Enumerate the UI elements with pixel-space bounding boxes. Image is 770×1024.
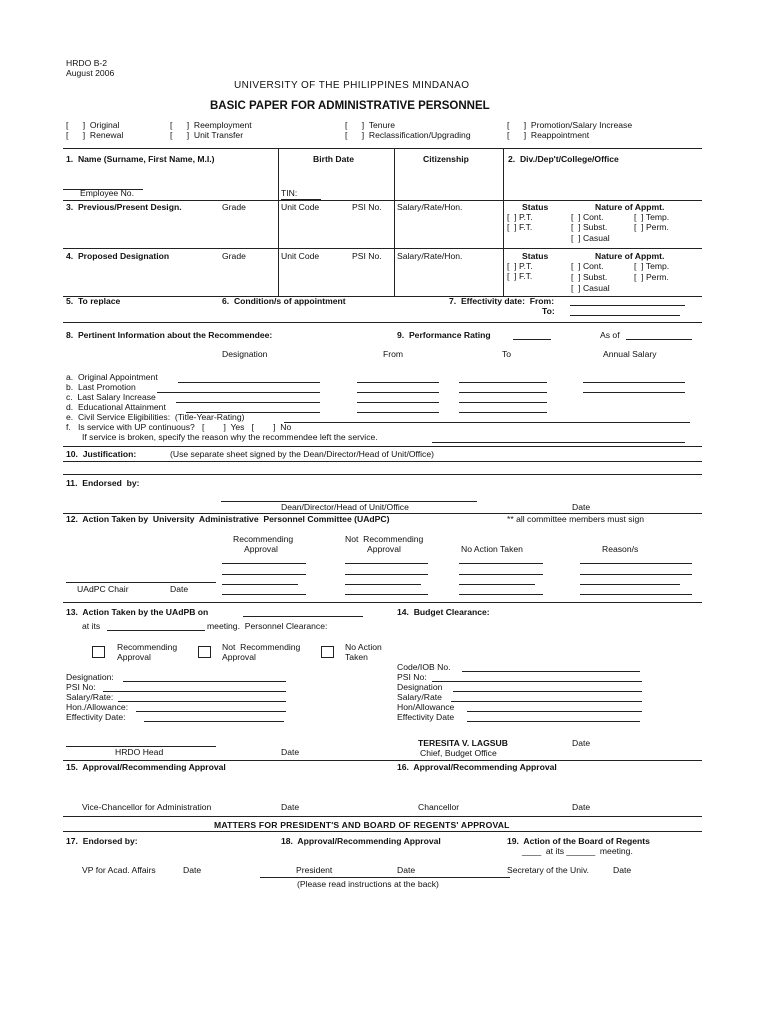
clearance-designation-field[interactable]: [123, 681, 286, 682]
effectivity-from-field[interactable]: [570, 305, 685, 306]
grade-label: Grade: [222, 202, 246, 212]
subst-checkbox[interactable]: [ ] Subst.: [571, 222, 608, 232]
uadpc-action-label: 12. Action Taken by University Administrative Personnel Committee (UAdPC): [66, 514, 390, 524]
code-iob-label: Code/IOB No.: [397, 662, 451, 672]
president-approval-label: 18. Approval/Recommending Approval: [281, 836, 441, 846]
tin-label: TIN:: [281, 188, 298, 198]
effectivity-to-label: To:: [542, 306, 555, 316]
employee-no-field[interactable]: [63, 189, 143, 190]
original-appointment-label: a. Original Appointment: [66, 372, 158, 382]
psi-no-label: PSI No.: [352, 202, 382, 212]
justification-note: (Use separate sheet signed by the Dean/Director/Head of Unit/Office): [170, 449, 434, 459]
divider: [63, 474, 702, 475]
reappointment-checkbox[interactable]: [ ] Reappointment: [507, 130, 590, 140]
cont-checkbox[interactable]: [ ] Cont.: [571, 261, 604, 271]
no-action-header: No Action Taken: [461, 544, 523, 554]
last-promotion-label: b. Last Promotion: [66, 382, 136, 392]
educational-from-field[interactable]: [357, 412, 439, 413]
uadpc-recommending-field[interactable]: [222, 594, 306, 595]
divider: [63, 602, 702, 603]
not-recommending-label: Not Recommending: [222, 642, 301, 652]
clearance-designation-label: Designation:: [66, 672, 114, 682]
no-action-checkbox[interactable]: [321, 646, 334, 658]
clearance-psi-label: PSI No:: [66, 682, 96, 692]
uadpc-reason-field[interactable]: [580, 563, 692, 564]
meeting-field[interactable]: [107, 630, 205, 631]
uadpc-not-recommending-field[interactable]: [345, 574, 428, 575]
endorsed-by-label: 11. Endorsed by:: [66, 478, 140, 488]
hrdo-head-label: HRDO Head: [115, 747, 164, 757]
service-broken-field[interactable]: [432, 442, 685, 443]
justification-label: 10. Justification:: [66, 449, 137, 459]
at-its-label: at its: [82, 621, 101, 631]
uadpc-date-label: Date: [170, 584, 189, 594]
subst-checkbox[interactable]: [ ] Subst.: [571, 272, 608, 282]
uadpb-date-field[interactable]: [243, 616, 363, 617]
vc-signer-label: Vice-Chancellor for Administration: [82, 802, 212, 812]
dean-date-label: Date: [572, 502, 591, 512]
last-promotion-to-field[interactable]: [459, 392, 547, 393]
budget-effectivity-field[interactable]: [467, 721, 640, 722]
temp-checkbox[interactable]: [ ] Temp.: [634, 212, 670, 222]
recommending-header: Recommending: [233, 534, 294, 544]
divider: [63, 248, 702, 249]
budget-officer-title: Chief, Budget Office: [420, 748, 497, 758]
secretary-signer-label: Secretary of the Univ.: [507, 865, 589, 875]
pt-checkbox[interactable]: [ ] P.T.: [507, 212, 533, 222]
original-appointment-salary-field[interactable]: [583, 382, 685, 383]
board-action-label: 19. Action of the Board of Regents: [507, 836, 650, 846]
matters-heading: MATTERS FOR PRESIDENT'S AND BOARD OF REGENTS' APPROVAL: [214, 820, 510, 830]
vp-date-label: Date: [183, 865, 202, 875]
reemployment-checkbox[interactable]: [ ] Reemployment: [170, 120, 252, 130]
cont-checkbox[interactable]: [ ] Cont.: [571, 212, 604, 222]
educational-attainment-label: d. Educational Attainment: [66, 402, 166, 412]
committee-note: ** all committee members must sign: [507, 514, 645, 524]
chancellor-approval-label: 16. Approval/Recommending Approval: [397, 762, 557, 772]
uadpc-no-action-field[interactable]: [459, 584, 535, 585]
president-date-label: Date: [397, 865, 416, 875]
psi-no-label: PSI No.: [352, 251, 382, 261]
to-header: To: [502, 349, 512, 359]
budget-hon-field[interactable]: [467, 711, 642, 712]
casual-checkbox[interactable]: [ ] Casual: [571, 233, 610, 243]
clearance-effectivity-label: Effectivity Date:: [66, 712, 126, 722]
last-promotion-from-field[interactable]: [357, 392, 439, 393]
pt-checkbox[interactable]: [ ] P.T.: [507, 261, 533, 271]
status-label: Status: [522, 202, 549, 212]
uadpc-recommending-field[interactable]: [222, 574, 306, 575]
conditions-label: 6. Condition/s of appointment: [222, 296, 346, 306]
temp-checkbox[interactable]: [ ] Temp.: [634, 261, 670, 271]
divider: [63, 148, 702, 149]
unit-code-label: Unit Code: [281, 202, 320, 212]
from-header: From: [383, 349, 404, 359]
vp-signer-label: VP for Acad. Affairs: [82, 865, 156, 875]
ft-checkbox[interactable]: [ ] F.T.: [507, 271, 533, 281]
status-label: Status: [522, 251, 549, 261]
service-broken-label: If service is broken, specify the reason why the recommendee left the service.: [82, 432, 378, 442]
casual-checkbox[interactable]: [ ] Casual: [571, 283, 610, 293]
educational-attainment-field[interactable]: [186, 412, 320, 413]
promotion-checkbox[interactable]: [ ] Promotion/Salary Increase: [507, 120, 633, 130]
endorsed-by-vp-label: 17. Endorsed by:: [66, 836, 138, 846]
personnel-clearance-label: meeting. Personnel Clearance:: [207, 621, 328, 631]
performance-rating-field[interactable]: [513, 339, 551, 340]
uadpc-recommending-field[interactable]: [222, 584, 298, 585]
uadpc-chair-signature-field[interactable]: [66, 582, 216, 583]
to-replace-label: 5. To replace: [66, 296, 121, 306]
form-date: August 2006: [66, 68, 115, 78]
divider: [63, 296, 702, 297]
clearance-psi-field[interactable]: [103, 691, 286, 692]
budget-effectivity-label: Effectivity Date: [397, 712, 455, 722]
clearance-hon-label: Hon./Allowance:: [66, 702, 129, 712]
previous-designation-label: 3. Previous/Present Design.: [66, 202, 182, 212]
uadpc-recommending-field[interactable]: [222, 563, 306, 564]
approval-header: Approval: [244, 544, 278, 554]
uadpc-no-action-field[interactable]: [459, 563, 543, 564]
budget-date-label: Date: [572, 738, 591, 748]
original-appointment-to-field[interactable]: [459, 382, 547, 383]
last-salary-increase-label: c. Last Salary Increase: [66, 392, 156, 402]
office-label: 2. Div./Dep't/College/Office: [508, 154, 619, 164]
budget-officer-name: TERESITA V. LAGSUB: [418, 738, 508, 748]
perm-checkbox[interactable]: [ ] Perm.: [634, 272, 669, 282]
budget-hon-label: Hon/Allowance: [397, 702, 455, 712]
reclassification-checkbox[interactable]: [ ] Reclassification/Upgrading: [345, 130, 471, 140]
original-appointment-designation-field[interactable]: [178, 382, 320, 383]
recommending-label: Recommending: [117, 642, 178, 652]
last-promotion-designation-field[interactable]: [157, 392, 320, 393]
dean-signer-label: Dean/Director/Head of Unit/Office: [281, 502, 409, 512]
performance-rating-label: 9. Performance Rating: [397, 330, 491, 340]
uadpc-not-recommending-field[interactable]: [345, 594, 428, 595]
birth-date-label: Birth Date: [313, 154, 355, 164]
employee-no-label: Employee No.: [80, 188, 134, 198]
footer-instructions: (Please read instructions at the back): [297, 879, 439, 889]
divider: [63, 200, 702, 201]
no-action-label: No Action: [345, 642, 382, 652]
form-code: HRDO B-2: [66, 58, 108, 68]
citizenship-label: Citizenship: [423, 154, 469, 164]
divider: [63, 760, 702, 761]
chancellor-date-label: Date: [572, 802, 591, 812]
as-of-field[interactable]: [626, 339, 692, 340]
unit-code-label: Unit Code: [281, 251, 320, 261]
salary-label: Salary/Rate/Hon.: [397, 202, 463, 212]
divider: [503, 148, 504, 200]
civil-service-field[interactable]: [284, 422, 690, 423]
secretary-date-label: Date: [613, 865, 632, 875]
divider: [63, 831, 702, 832]
board-meeting-label: ____ at its ______ meeting.: [522, 846, 633, 856]
chancellor-signer-label: Chancellor: [418, 802, 460, 812]
civil-service-label: e. Civil Service Eligibilities: (Title-Year-Rating): [66, 412, 245, 422]
uadpc-chair-label: UAdPC Chair: [77, 584, 129, 594]
nature-label: Nature of Appmt.: [595, 202, 665, 212]
uadpc-reason-field[interactable]: [580, 594, 692, 595]
last-salary-designation-field[interactable]: [176, 402, 320, 403]
uadpb-action-label: 13. Action Taken by the UAdPB on: [66, 607, 209, 617]
hrdo-date-label: Date: [281, 747, 300, 757]
effectivity-to-field[interactable]: [570, 315, 680, 316]
pertinent-info-label: 8. Pertinent Information about the Recommendee:: [66, 330, 273, 340]
clearance-hon-field[interactable]: [136, 711, 286, 712]
recommending-approval-checkbox[interactable]: [92, 646, 105, 658]
annual-salary-header: Annual Salary: [603, 349, 657, 359]
divider: [63, 816, 702, 817]
code-iob-field[interactable]: [462, 671, 640, 672]
renewal-checkbox[interactable]: [ ] Renewal: [66, 130, 124, 140]
not-recommending-header: Not Recommending: [345, 534, 424, 544]
original-checkbox[interactable]: [ ] Original: [66, 120, 120, 130]
designation-header: Designation: [222, 349, 268, 359]
president-signer-label: President: [296, 865, 333, 875]
budget-salary-field[interactable]: [451, 701, 642, 702]
budget-psi-label: PSI No:: [397, 672, 427, 682]
last-promotion-salary-field[interactable]: [583, 392, 685, 393]
budget-clearance-label: 14. Budget Clearance:: [397, 607, 490, 617]
proposed-designation-label: 4. Proposed Designation: [66, 251, 170, 261]
as-of-label: As of: [600, 330, 620, 340]
service-continuous-label: f. Is service with UP continuous? [ ] Yes [ ] No: [66, 422, 292, 432]
not-recommending-approval-label: Approval: [222, 652, 256, 662]
name-label: 1. Name (Surname, First Name, M.I.): [66, 154, 215, 164]
uadpc-no-action-field[interactable]: [459, 574, 543, 575]
clearance-salary-field[interactable]: [118, 701, 286, 702]
uadpc-reason-field[interactable]: [580, 574, 692, 575]
original-appointment-from-field[interactable]: [357, 382, 439, 383]
clearance-effectivity-field[interactable]: [144, 721, 284, 722]
budget-designation-field[interactable]: [453, 691, 642, 692]
divider: [278, 148, 279, 200]
uadpc-not-recommending-field[interactable]: [345, 563, 428, 564]
clearance-salary-label: Salary/Rate:: [66, 692, 114, 702]
divider: [63, 461, 702, 462]
effectivity-from-label: 7. Effectivity date: From:: [449, 296, 555, 306]
uadpc-not-recommending-field[interactable]: [345, 584, 421, 585]
last-salary-from-field[interactable]: [357, 402, 439, 403]
ft-checkbox[interactable]: [ ] F.T.: [507, 222, 533, 232]
reasons-header: Reason/s: [602, 544, 639, 554]
perm-checkbox[interactable]: [ ] Perm.: [634, 222, 669, 232]
educational-to-field[interactable]: [459, 412, 547, 413]
unit-transfer-checkbox[interactable]: [ ] Unit Transfer: [170, 130, 244, 140]
divider: [63, 322, 702, 323]
institution-name: UNIVERSITY OF THE PHILIPPINES MINDANAO: [234, 80, 470, 91]
recommending-approval-label: Approval: [117, 652, 151, 662]
nature-label: Nature of Appmt.: [595, 251, 665, 261]
vc-approval-label: 15. Approval/Recommending Approval: [66, 762, 226, 772]
divider: [63, 446, 702, 447]
divider: [394, 148, 395, 200]
no-action-taken-label: Taken: [345, 652, 368, 662]
divider: [260, 877, 510, 878]
budget-psi-field[interactable]: [432, 681, 642, 682]
tenure-checkbox[interactable]: [ ] Tenure: [345, 120, 395, 130]
vc-date-label: Date: [281, 802, 300, 812]
uadpc-reason-field[interactable]: [580, 584, 680, 585]
page-title: BASIC PAPER FOR ADMINISTRATIVE PERSONNEL: [210, 100, 490, 112]
budget-designation-label: Designation: [397, 682, 443, 692]
uadpc-no-action-field[interactable]: [459, 594, 543, 595]
budget-salary-label: Salary/Rate: [397, 692, 442, 702]
last-salary-to-field[interactable]: [459, 402, 547, 403]
not-recommending-checkbox[interactable]: [198, 646, 211, 658]
salary-label: Salary/Rate/Hon.: [397, 251, 463, 261]
not-approval-header: Approval: [367, 544, 401, 554]
grade-label: Grade: [222, 251, 246, 261]
